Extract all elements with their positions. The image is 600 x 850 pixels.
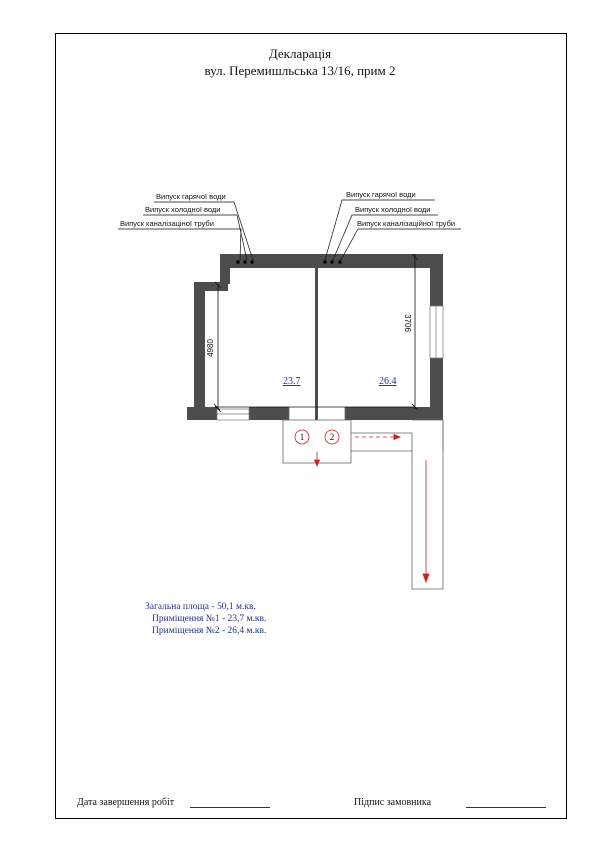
- arrow-right-icon: [394, 435, 400, 440]
- marker-1-label: 1: [299, 432, 305, 442]
- outlet-left-hot: [250, 260, 253, 263]
- summary-room1: Приміщення №1 - 23,7 м.кв.: [152, 614, 267, 624]
- outlet-left-sewer: [236, 260, 239, 263]
- outlet-right-cold: [330, 260, 333, 263]
- outlet-right-sewer: [338, 260, 341, 263]
- label-right-sewer: Випуск каналізаційної труби: [357, 219, 456, 228]
- completion-date-label: Дата завершення робіт: [77, 797, 175, 808]
- corridor: [351, 420, 443, 589]
- label-left-sewer: Випуск каналізаціної труби: [120, 219, 214, 228]
- arrow-down-icon: [423, 574, 429, 582]
- label-left-cold-water: Випуск холодної води: [145, 205, 221, 214]
- room-areas: [283, 376, 397, 387]
- outlet-left-cold: [243, 260, 246, 263]
- window-right: [430, 306, 443, 358]
- room2-area: 26.4: [379, 376, 397, 387]
- document-address: вул. Перемишльська 13/16, прим 2: [204, 63, 396, 78]
- summary-total: Загальна площа - 50,1 м.кв.: [145, 602, 256, 612]
- dim-right-label: 3706: [403, 314, 412, 332]
- dimension-right: [412, 254, 418, 410]
- dimension-labels: [206, 314, 412, 357]
- label-right-cold-water: Випуск холодної води: [355, 205, 431, 214]
- walls: [187, 254, 443, 420]
- document-title: Декларація: [268, 46, 332, 61]
- room1-area: 23.7: [283, 376, 301, 387]
- completion-date-line[interactable]: [190, 807, 270, 808]
- dim-left-label: 4980: [206, 339, 215, 357]
- summary-room2: Приміщення №2 - 26,4 м.кв.: [152, 626, 267, 636]
- label-left-hot-water: Випуск гарячої води: [156, 192, 226, 201]
- signature-line[interactable]: [466, 807, 546, 808]
- window-bottom-left: [217, 409, 249, 420]
- utility-labels-right: [346, 190, 455, 228]
- utility-labels-left: [120, 192, 226, 228]
- outlet-right-hot: [323, 260, 326, 263]
- marker-2-label: 2: [329, 432, 335, 442]
- signature-label: Підпис замовника: [354, 797, 432, 808]
- label-right-hot-water: Випуск гарячої води: [346, 190, 416, 199]
- dimension-left: [215, 282, 221, 412]
